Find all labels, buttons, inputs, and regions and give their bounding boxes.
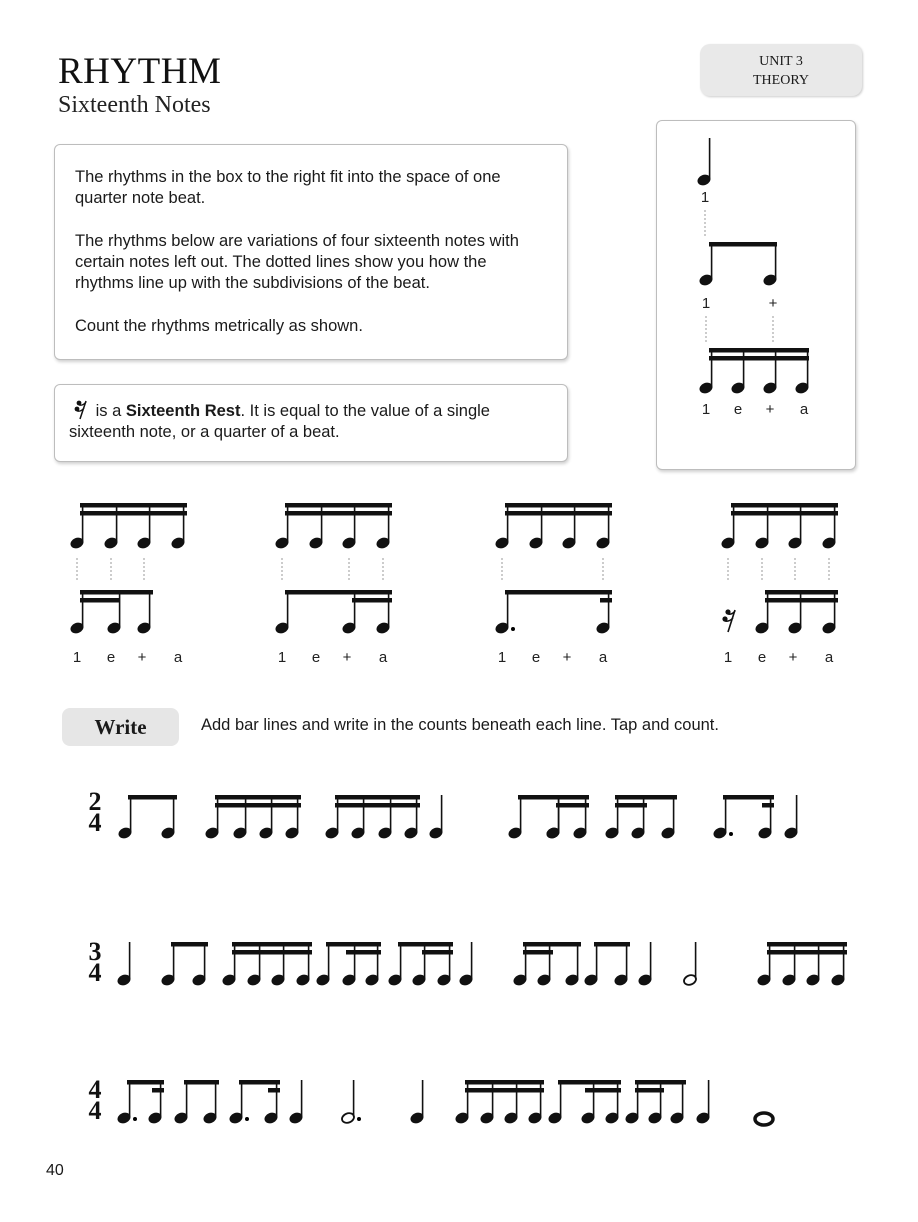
variation-count: 1 (723, 649, 733, 666)
note-dot (511, 627, 515, 631)
variation-count: + (342, 649, 352, 666)
exercise-beam-secondary (268, 1088, 280, 1093)
exercise-beam-secondary (615, 803, 647, 808)
time-sig-bottom: 4 (88, 958, 102, 987)
variation-count: 1 (497, 649, 507, 666)
exercise-beam (326, 942, 381, 947)
write-label: Write (62, 708, 179, 746)
side-count-sixteenth: e (733, 401, 743, 418)
time-sig-top: 2 (88, 787, 102, 816)
info-paragraph-1: The rhythms in the box to the right fit into the space of one quarter note beat. (75, 168, 501, 207)
time-sig-bottom: 4 (88, 1096, 102, 1125)
variation-count: e (531, 649, 541, 666)
variation-bottom-beam (285, 590, 392, 595)
rest-term: Sixteenth Rest (125, 402, 241, 420)
exercise-beam (635, 1080, 686, 1085)
variation-bottom-beam-2 (80, 598, 120, 603)
variation-top-beam-1 (80, 503, 187, 508)
info-paragraph-2: The rhythms below are variations of four sixteenth notes with certain notes left out. The dotted lines show you how the rhythms line up with the subdivisions of the beat. (75, 232, 519, 292)
variation-top-beam-2 (285, 511, 392, 516)
time-sig-top: 4 (88, 1075, 102, 1104)
variation-bottom-beam (80, 590, 153, 595)
exercise-beam (171, 942, 208, 947)
page-subtitle: Sixteenth Notes (58, 92, 211, 118)
exercise-beam-secondary (585, 1088, 621, 1093)
write-instruction: Add bar lines and write in the counts beneath each line. Tap and count. (201, 716, 719, 734)
exercise-beam-secondary (346, 950, 381, 955)
time-signature-3-4 (89, 937, 102, 987)
exercise-beam (767, 942, 847, 947)
side-sixteenth-beam-1 (709, 348, 809, 353)
note-dot (729, 832, 733, 836)
note-dot (133, 1117, 137, 1121)
exercise-beam (184, 1080, 219, 1085)
variation-count: + (788, 649, 798, 666)
exercise-beam (518, 795, 589, 800)
exercise-beam (615, 795, 677, 800)
exercise-beam (215, 795, 301, 800)
whole-note (755, 1113, 773, 1125)
side-count-sixteenth: + (765, 401, 775, 418)
sixteenth-rest-icon (722, 609, 735, 632)
variation-top-beam-1 (731, 503, 838, 508)
variation-count: 1 (277, 649, 287, 666)
variation-bottom-beam (765, 590, 838, 595)
exercise-beam-secondary (335, 803, 420, 808)
time-signature-4-4 (89, 1075, 102, 1125)
variation-top-beam-2 (505, 511, 612, 516)
variation-top-beam-2 (80, 511, 187, 516)
variation-bottom-beam-2 (600, 598, 612, 603)
exercise-beam-secondary (556, 803, 589, 808)
side-count-sixteenth: 1 (701, 401, 711, 418)
variation-count: 1 (72, 649, 82, 666)
time-sig-bottom: 4 (88, 808, 102, 837)
variation-count: a (378, 649, 388, 666)
time-sig-top: 3 (88, 937, 102, 966)
unit-label: UNIT 3 (759, 54, 803, 69)
exercise-beam-secondary (215, 803, 301, 808)
exercise-beam-secondary (762, 803, 774, 808)
exercise-beam (523, 942, 581, 947)
time-signature-2-4 (89, 787, 102, 837)
side-count-eighth-2: + (768, 295, 778, 312)
variation-bottom-beam-2 (352, 598, 392, 603)
exercise-beam (232, 942, 312, 947)
exercise-beam (127, 1080, 164, 1085)
variation-count: a (824, 649, 834, 666)
note-dot (357, 1117, 361, 1121)
variation-bottom-beam (505, 590, 612, 595)
rest-text-post: . It is equal to the value of a single sixteenth note, or a quarter of a beat. (69, 402, 490, 441)
variation-count: + (562, 649, 572, 666)
exercise-beam-secondary (523, 950, 553, 955)
side-count-sixteenth: a (799, 401, 809, 418)
variation-bottom-beam-2 (765, 598, 838, 603)
exercise-beam (465, 1080, 544, 1085)
exercise-beam-secondary (465, 1088, 544, 1093)
variation-top-beam-1 (285, 503, 392, 508)
exercise-beam (558, 1080, 621, 1085)
variation-count: e (311, 649, 321, 666)
page-title: RHYTHM (58, 51, 222, 92)
exercise-beam (594, 942, 630, 947)
note-dot (245, 1117, 249, 1121)
side-sixteenth-beam-2 (709, 356, 809, 361)
page-number: 40 (46, 1162, 64, 1179)
exercise-beam (723, 795, 774, 800)
side-eighth-beam (709, 242, 777, 247)
side-count-eighth-1: 1 (701, 295, 711, 312)
exercise-beam-secondary (422, 950, 453, 955)
exercise-beam-secondary (635, 1088, 664, 1093)
variation-count: + (137, 649, 147, 666)
variation-top-beam-1 (505, 503, 612, 508)
exercise-beam-secondary (152, 1088, 164, 1093)
exercise-beam (128, 795, 177, 800)
exercise-beam-secondary (232, 950, 312, 955)
exercise-beam-secondary (767, 950, 847, 955)
side-count-quarter: 1 (700, 189, 710, 206)
info-paragraph-3: Count the rhythms metrically as shown. (75, 317, 363, 335)
variation-top-beam-2 (731, 511, 838, 516)
variation-count: a (598, 649, 608, 666)
unit-section: THEORY (753, 73, 809, 88)
rest-text-pre: is a (95, 402, 126, 420)
exercise-beam (335, 795, 420, 800)
variation-count: a (173, 649, 183, 666)
variation-count: e (757, 649, 767, 666)
exercise-beam (398, 942, 453, 947)
variation-count: e (106, 649, 116, 666)
exercise-beam (239, 1080, 280, 1085)
